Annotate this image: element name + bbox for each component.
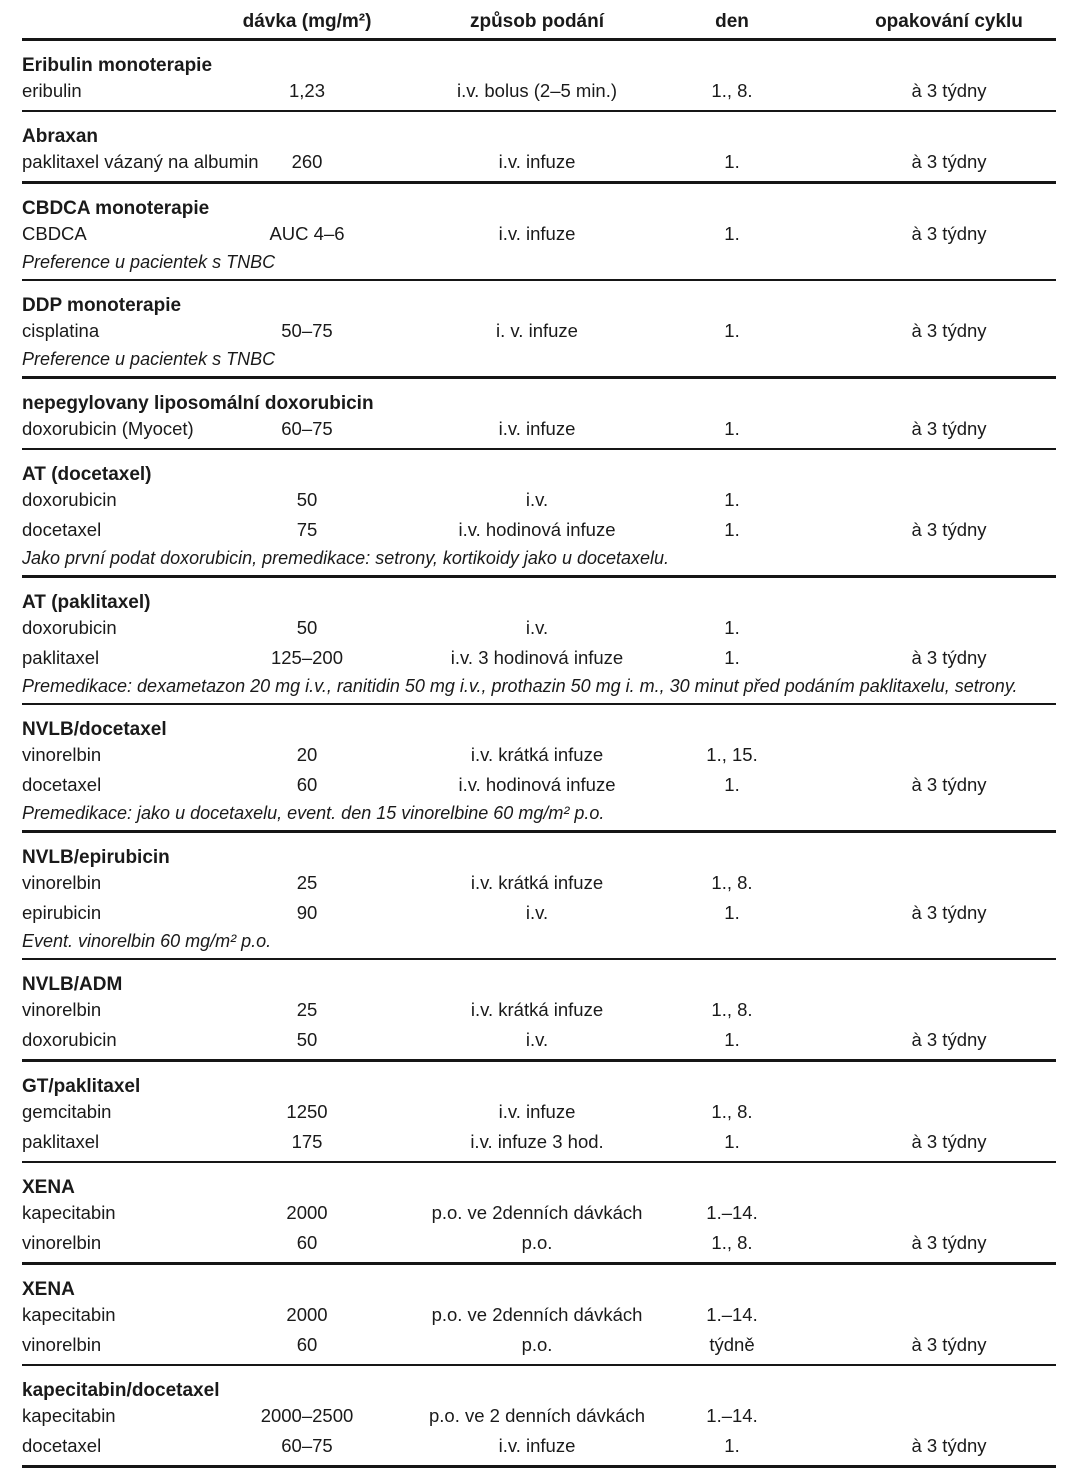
horizontal-rule bbox=[22, 279, 1056, 282]
cell-administration: i.v. bolus (2–5 min.) bbox=[456, 79, 618, 101]
cell-dose: 60–75 bbox=[281, 417, 333, 439]
cell-day: 1. bbox=[724, 774, 740, 795]
table-row bbox=[22, 147, 1056, 177]
table-row bbox=[22, 1401, 1056, 1431]
section-note: Event. vinorelbin 60 mg/m² p.o. bbox=[22, 930, 272, 951]
cell-day: 1., 8. bbox=[711, 871, 753, 893]
cell-drug: doxorubicin (Myocet) bbox=[22, 417, 194, 439]
cell-dose: 20 bbox=[296, 744, 318, 765]
table-section bbox=[22, 592, 1056, 706]
horizontal-rule bbox=[22, 1059, 1056, 1062]
cell-cycle bbox=[812, 613, 1056, 643]
horizontal-rule bbox=[22, 376, 1056, 379]
cell-dose: AUC 4–6 bbox=[269, 222, 345, 244]
cell-administration: i.v. infuze bbox=[498, 151, 576, 172]
cell-administration: i.v. infuze bbox=[498, 222, 576, 244]
cell-day: 1. bbox=[724, 151, 740, 172]
cell-drug: paklitaxel vázaný na albumin bbox=[22, 151, 259, 172]
section-note: Preference u pacientek s TNBC bbox=[22, 251, 276, 272]
section-title: XENA bbox=[22, 1278, 75, 1300]
cell-day: 1. bbox=[724, 1435, 740, 1456]
table-row bbox=[22, 1300, 1056, 1330]
cell-administration: i.v. bbox=[525, 489, 549, 510]
cell-dose: 90 bbox=[296, 901, 318, 923]
section-title: Eribulin monoterapie bbox=[22, 54, 213, 76]
table-section bbox=[22, 295, 1056, 379]
cell-day: 1., 8. bbox=[711, 79, 753, 101]
cell-drug: CBDCA bbox=[22, 222, 87, 244]
section-title: kapecitabin/docetaxel bbox=[22, 1380, 220, 1401]
cell-dose: 2000 bbox=[286, 1303, 328, 1325]
table-row bbox=[22, 995, 1056, 1025]
table-section bbox=[22, 198, 1056, 282]
cell-cycle: à 3 týdny bbox=[911, 79, 987, 101]
cell-drug: cisplatina bbox=[22, 320, 100, 341]
cell-cycle bbox=[812, 995, 1056, 1025]
table-row bbox=[22, 1228, 1056, 1258]
cell-cycle: à 3 týdny bbox=[911, 320, 987, 341]
cell-cycle bbox=[812, 1401, 1056, 1431]
table-row bbox=[22, 740, 1056, 770]
section-title: nepegylovany liposomální doxorubicin bbox=[22, 392, 374, 414]
cell-day: 1. bbox=[724, 646, 740, 668]
section-title: Abraxan bbox=[22, 126, 99, 147]
table-row bbox=[22, 1431, 1056, 1461]
cell-cycle: à 3 týdny bbox=[911, 417, 987, 439]
cell-cycle: à 3 týdny bbox=[911, 222, 987, 244]
cell-drug: vinorelbin bbox=[22, 1333, 102, 1355]
cell-dose: 2000 bbox=[286, 1202, 328, 1223]
horizontal-rule bbox=[22, 575, 1056, 578]
cell-drug: vinorelbin bbox=[22, 871, 102, 893]
cell-dose: 175 bbox=[291, 1130, 323, 1152]
section-title: DDP monoterapie bbox=[22, 295, 182, 316]
cell-administration: p.o. bbox=[521, 1333, 553, 1355]
cell-day: 1. bbox=[724, 320, 740, 341]
table-row bbox=[22, 1330, 1056, 1360]
table-section bbox=[22, 1279, 1056, 1367]
dosing-table bbox=[22, 0, 1056, 1468]
table-row bbox=[22, 898, 1056, 928]
cell-day: 1. bbox=[724, 222, 740, 244]
cell-drug: paklitaxel bbox=[22, 1130, 100, 1152]
section-note: Premedikace: jako u docetaxelu, event. den 15 vinorelbine 60 mg/m² p.o. bbox=[22, 803, 605, 823]
table-section bbox=[22, 847, 1056, 961]
section-note: Premedikace: dexametazon 20 mg i.v., ranitidin 50 mg i.v., prothazin 50 mg i. m., 30 minut před podáním paklitaxelu, setrony. bbox=[22, 675, 1018, 696]
table-row bbox=[22, 76, 1056, 106]
cell-dose: 50 bbox=[296, 489, 318, 510]
horizontal-rule bbox=[22, 958, 1056, 961]
cell-administration: i.v. krátká infuze bbox=[470, 999, 604, 1020]
cell-dose: 60 bbox=[296, 1232, 318, 1253]
cell-dose: 60 bbox=[296, 1333, 318, 1355]
horizontal-rule bbox=[22, 1364, 1056, 1367]
table-section bbox=[22, 974, 1056, 1062]
cell-drug: epirubicin bbox=[22, 901, 102, 923]
cell-cycle bbox=[812, 1300, 1056, 1330]
cell-administration: p.o. ve 2 denních dávkách bbox=[429, 1405, 645, 1426]
section-note: Preference u pacientek s TNBC bbox=[22, 349, 276, 369]
cell-administration: i.v. bbox=[525, 1029, 549, 1050]
cell-day: 1. bbox=[724, 417, 740, 439]
table-section bbox=[22, 1380, 1056, 1468]
table-header-row bbox=[22, 0, 1056, 38]
cell-drug: kapecitabin bbox=[22, 1303, 116, 1325]
table-row bbox=[22, 613, 1056, 643]
cell-day: 1., 15. bbox=[706, 744, 758, 765]
horizontal-rule bbox=[22, 181, 1056, 184]
table-section bbox=[22, 55, 1056, 113]
cell-cycle: à 3 týdny bbox=[911, 1333, 987, 1355]
cell-drug: paklitaxel bbox=[22, 646, 100, 668]
cell-day: 1. bbox=[724, 1029, 740, 1050]
cell-dose: 60–75 bbox=[281, 1435, 333, 1456]
cell-day: 1.–14. bbox=[706, 1202, 758, 1223]
cell-day: 1.–14. bbox=[706, 1303, 758, 1325]
cell-administration: i.v. 3 hodinová infuze bbox=[450, 646, 624, 668]
cell-administration: p.o. ve 2denních dávkách bbox=[431, 1202, 643, 1223]
cell-dose: 25 bbox=[296, 871, 318, 893]
cell-cycle: à 3 týdny bbox=[911, 151, 987, 172]
cell-administration: i.v. bbox=[525, 616, 549, 638]
section-title: AT (docetaxel) bbox=[22, 464, 152, 485]
table-row bbox=[22, 1025, 1056, 1055]
cell-administration: i.v. krátká infuze bbox=[470, 871, 604, 893]
cell-day: týdně bbox=[709, 1333, 755, 1355]
cell-dose: 25 bbox=[296, 999, 318, 1020]
table-row bbox=[22, 868, 1056, 898]
cell-cycle bbox=[812, 485, 1056, 515]
table-section bbox=[22, 1177, 1056, 1265]
cell-cycle: à 3 týdny bbox=[911, 1130, 987, 1152]
cell-day: 1. bbox=[724, 616, 740, 638]
horizontal-rule bbox=[22, 1262, 1056, 1265]
cell-cycle: à 3 týdny bbox=[911, 1232, 987, 1253]
cell-administration: i.v. infuze bbox=[498, 1435, 576, 1456]
cell-cycle bbox=[812, 1097, 1056, 1127]
horizontal-rule bbox=[22, 1465, 1056, 1468]
column-header-drug bbox=[22, 10, 212, 34]
section-title: XENA bbox=[22, 1177, 75, 1198]
table-row bbox=[22, 219, 1056, 249]
table-section bbox=[22, 126, 1056, 184]
cell-day: 1. bbox=[724, 1130, 740, 1152]
cell-dose: 60 bbox=[296, 774, 318, 795]
cell-day: 1. bbox=[724, 519, 740, 540]
cell-day: 1., 8. bbox=[711, 999, 753, 1020]
cell-dose: 50 bbox=[296, 1029, 318, 1050]
cell-drug: docetaxel bbox=[22, 774, 102, 795]
cell-cycle: à 3 týdny bbox=[911, 519, 987, 540]
cell-administration: p.o. ve 2denních dávkách bbox=[431, 1303, 643, 1325]
cell-drug: vinorelbin bbox=[22, 999, 102, 1020]
cell-administration: i.v. infuze bbox=[498, 417, 576, 439]
cell-drug: vinorelbin bbox=[22, 1232, 102, 1253]
cell-drug: docetaxel bbox=[22, 519, 102, 540]
column-header-cycle: opakování cyklu bbox=[875, 11, 1023, 32]
cell-day: 1., 8. bbox=[711, 1100, 753, 1122]
cell-drug: vinorelbin bbox=[22, 744, 102, 765]
table-row bbox=[22, 770, 1056, 800]
cell-cycle bbox=[812, 868, 1056, 898]
cell-administration: i.v. bbox=[525, 901, 549, 923]
cell-dose: 75 bbox=[296, 519, 318, 540]
cell-cycle: à 3 týdny bbox=[911, 646, 987, 668]
horizontal-rule bbox=[22, 448, 1056, 451]
cell-dose: 50 bbox=[296, 616, 318, 638]
cell-administration: i.v. hodinová infuze bbox=[458, 774, 616, 795]
cell-administration: i.v. krátká infuze bbox=[470, 744, 604, 765]
cell-cycle: à 3 týdny bbox=[911, 901, 987, 923]
cell-day: 1., 8. bbox=[711, 1232, 753, 1253]
table-section bbox=[22, 1076, 1056, 1164]
cell-drug: kapecitabin bbox=[22, 1202, 116, 1223]
column-header-dose: dávka (mg/m²) bbox=[242, 11, 372, 32]
cell-dose: 260 bbox=[291, 151, 323, 172]
cell-cycle: à 3 týdny bbox=[911, 774, 987, 795]
section-title: NVLB/epirubicin bbox=[22, 846, 170, 868]
column-header-day: den bbox=[715, 11, 749, 32]
table-row bbox=[22, 1097, 1056, 1127]
cell-cycle: à 3 týdny bbox=[911, 1435, 987, 1456]
cell-drug: gemcitabin bbox=[22, 1100, 112, 1122]
cell-day: 1.–14. bbox=[706, 1405, 758, 1426]
cell-administration: i.v. infuze 3 hod. bbox=[470, 1130, 604, 1152]
table-row bbox=[22, 485, 1056, 515]
cell-drug: eribulin bbox=[22, 79, 82, 101]
horizontal-rule bbox=[22, 38, 1056, 41]
cell-drug: doxorubicin bbox=[22, 1029, 117, 1050]
cell-drug: kapecitabin bbox=[22, 1405, 116, 1426]
cell-drug: doxorubicin bbox=[22, 616, 117, 638]
table-row bbox=[22, 515, 1056, 545]
table-row bbox=[22, 1127, 1056, 1157]
table-row bbox=[22, 414, 1056, 444]
section-note: Jako první podat doxorubicin, premedikace: setrony, kortikoidy jako u docetaxelu. bbox=[22, 548, 670, 568]
table-section bbox=[22, 464, 1056, 578]
table-row bbox=[22, 643, 1056, 673]
table-section bbox=[22, 393, 1056, 451]
cell-dose: 125–200 bbox=[270, 646, 344, 668]
cell-day: 1. bbox=[724, 489, 740, 510]
cell-dose: 50–75 bbox=[281, 320, 333, 341]
cell-administration: i.v. hodinová infuze bbox=[458, 519, 616, 540]
cell-administration: i.v. infuze bbox=[498, 1100, 576, 1122]
section-title: CBDCA monoterapie bbox=[22, 197, 210, 219]
horizontal-rule bbox=[22, 703, 1056, 706]
horizontal-rule bbox=[22, 830, 1056, 833]
cell-cycle bbox=[812, 740, 1056, 770]
section-title: AT (paklitaxel) bbox=[22, 591, 151, 613]
cell-cycle bbox=[812, 1198, 1056, 1228]
cell-dose: 1250 bbox=[286, 1100, 328, 1122]
cell-administration: p.o. bbox=[521, 1232, 553, 1253]
table-section bbox=[22, 719, 1056, 833]
column-header-administration: způsob podání bbox=[469, 11, 605, 32]
cell-drug: docetaxel bbox=[22, 1435, 102, 1456]
cell-day: 1. bbox=[724, 901, 740, 923]
horizontal-rule bbox=[22, 110, 1056, 113]
cell-dose: 1,23 bbox=[288, 79, 325, 101]
section-title: NVLB/ADM bbox=[22, 974, 123, 995]
section-title: NVLB/docetaxel bbox=[22, 719, 167, 740]
table-row bbox=[22, 316, 1056, 346]
cell-drug: doxorubicin bbox=[22, 489, 117, 510]
table-body bbox=[22, 55, 1056, 1468]
cell-administration: i. v. infuze bbox=[496, 320, 578, 341]
cell-cycle: à 3 týdny bbox=[911, 1029, 987, 1050]
table-row bbox=[22, 1198, 1056, 1228]
section-title: GT/paklitaxel bbox=[22, 1075, 141, 1097]
horizontal-rule bbox=[22, 1161, 1056, 1164]
cell-dose: 2000–2500 bbox=[260, 1405, 354, 1426]
